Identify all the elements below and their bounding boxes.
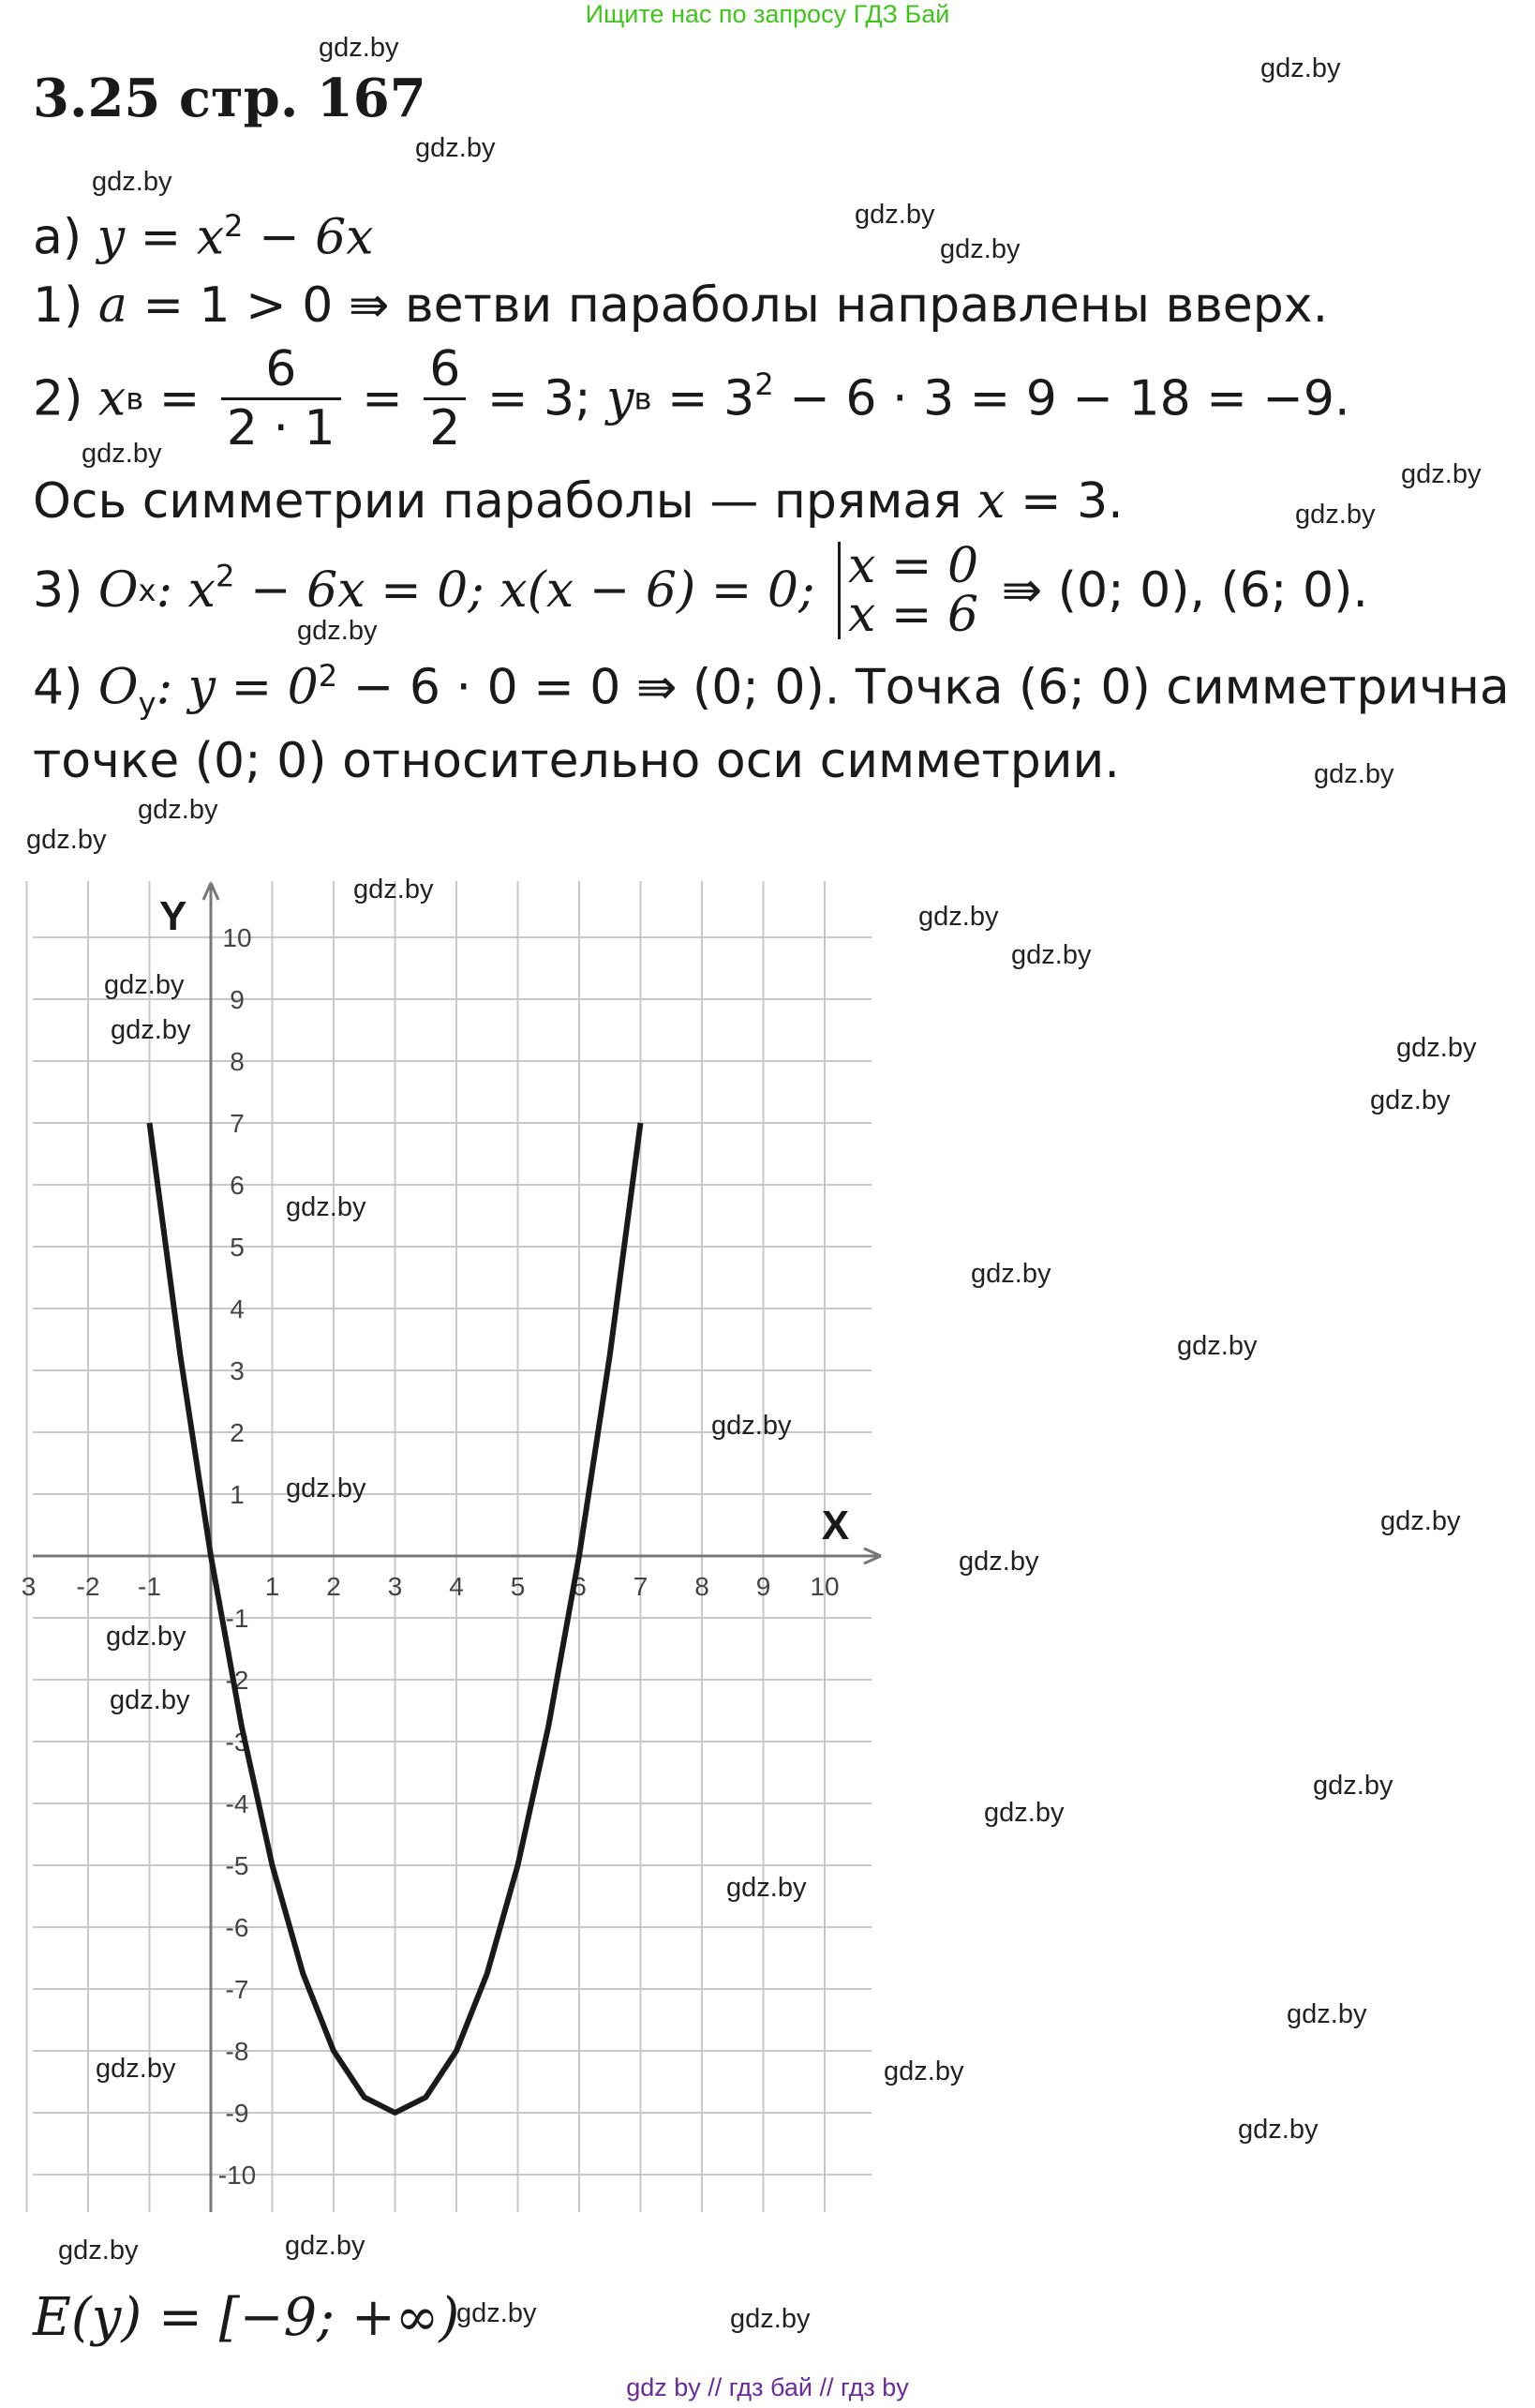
step-4 xyxy=(33,658,1510,722)
y-tick-label: 5 xyxy=(230,1233,245,1262)
x-tick-label: 5 xyxy=(510,1572,526,1601)
y-tick-label: 4 xyxy=(230,1294,245,1324)
vertex-x-sub: в xyxy=(126,381,144,417)
x-axis-label: X xyxy=(821,1503,850,1548)
watermark-text: gdz.by xyxy=(726,1873,807,1903)
y-axis-label: Y xyxy=(159,893,187,939)
watermark-text: gdz.by xyxy=(711,1411,792,1441)
step-4-eq: : y = 0 xyxy=(156,659,319,716)
watermark-text: gdz.by xyxy=(26,825,107,855)
axis-O-sub: x xyxy=(138,573,156,608)
top-banner: Ищите нас по запросу ГДЗ Бай xyxy=(585,0,950,28)
vertex-y-eq: = 3 xyxy=(651,370,755,427)
watermark-text: gdz.by xyxy=(285,2231,365,2261)
step-3-rest: − 6x = 0; x(x − 6) = 0; xyxy=(234,562,815,619)
watermark-text: gdz.by xyxy=(319,33,399,63)
step-1-text: = 1 > 0 ⇛ ветви параболы направлены вверх. xyxy=(127,277,1329,334)
parabola-graph xyxy=(21,881,886,2221)
y-tick-label: 6 xyxy=(230,1171,245,1200)
watermark-text: gdz.by xyxy=(353,875,434,905)
watermark-text: gdz.by xyxy=(110,1685,190,1715)
watermark-text: gdz.by xyxy=(1370,1085,1451,1115)
watermark-text: gdz.by xyxy=(82,439,162,469)
watermark-text: gdz.by xyxy=(111,1015,191,1045)
step-1 xyxy=(33,277,1328,334)
footer: gdz by // гдз бай // гдз by xyxy=(626,2373,909,2401)
axis-O: O xyxy=(97,562,139,619)
equals: = xyxy=(362,370,403,427)
vertex-x-result: = 3; xyxy=(486,370,591,427)
watermark-text: gdz.by xyxy=(1011,940,1092,970)
x-tick-label: 6 xyxy=(572,1572,587,1601)
exponent: 2 xyxy=(754,366,774,403)
exponent: 2 xyxy=(318,658,338,694)
grid xyxy=(27,881,872,2212)
symmetry-text: Ось симметрии параболы — прямая xyxy=(33,473,978,530)
y-tick-label: -1 xyxy=(225,1604,249,1633)
step-4-cont: точке (0; 0) относительно оси симметрии. xyxy=(33,733,1120,789)
range-line xyxy=(33,2287,459,2348)
x-tick-label: -2 xyxy=(76,1572,100,1601)
function-rest: − 6x xyxy=(243,209,374,266)
part-label: а) xyxy=(33,209,82,266)
y-tick-label: -8 xyxy=(225,2037,249,2066)
watermark-text: gdz.by xyxy=(106,1622,186,1652)
watermark-text: gdz.by xyxy=(730,2304,811,2334)
watermark-text: gdz.by xyxy=(884,2057,964,2086)
watermark-text: gdz.by xyxy=(96,2054,176,2084)
watermark-text: gdz.by xyxy=(940,234,1021,264)
step-number: 3) xyxy=(33,562,83,619)
exponent: 2 xyxy=(224,208,244,244)
exercise-title: 3.25 стр. 167 xyxy=(33,67,426,129)
y-tick-label: -4 xyxy=(225,1789,249,1818)
watermark-text: gdz.by xyxy=(297,616,378,646)
function-line xyxy=(33,208,374,265)
y-tick-label: -6 xyxy=(225,1913,249,1942)
y-tick-label: 10 xyxy=(222,923,252,952)
watermark-text: gdz.by xyxy=(1260,53,1341,83)
step-3-eq: : x xyxy=(156,562,216,619)
fraction-2-den: 2 xyxy=(424,397,466,456)
watermark-text: gdz.by xyxy=(286,1192,366,1222)
step-3 xyxy=(33,538,1368,643)
watermark-text: gdz.by xyxy=(1396,1033,1477,1063)
y-tick-label: -9 xyxy=(225,2099,249,2128)
axis-O-sub: y xyxy=(138,685,156,722)
y-tick-label: -7 xyxy=(225,1975,249,2004)
step-number: 2) xyxy=(33,370,83,427)
equals: = xyxy=(143,370,201,427)
y-tick-label: 7 xyxy=(230,1109,245,1138)
watermark-text: gdz.by xyxy=(1314,759,1394,789)
watermark-text: gdz.by xyxy=(1380,1506,1461,1536)
range-rest: (y) = [−9; +∞) xyxy=(70,2287,460,2348)
watermark-text: gdz.by xyxy=(1287,1999,1367,2029)
x-tick-label: 10 xyxy=(810,1572,840,1601)
watermark-text: gdz.by xyxy=(1295,500,1376,530)
step-3-result: ⇛ (0; 0), (6; 0). xyxy=(1001,562,1368,619)
vertex-y-rest: − 6 · 3 = 9 − 18 = −9. xyxy=(773,370,1350,427)
y-tick-label: -2 xyxy=(225,1666,249,1695)
x-tick-label: 8 xyxy=(694,1572,709,1601)
watermark-text: gdz.by xyxy=(415,133,496,163)
x-tick-label: 2 xyxy=(326,1572,341,1601)
watermark-text: gdz.by xyxy=(1401,459,1482,489)
y-tick-label: -3 xyxy=(225,1727,249,1757)
x-tick-label: 3 xyxy=(21,1572,37,1601)
exponent: 2 xyxy=(216,558,235,594)
watermark-text: gdz.by xyxy=(1313,1771,1393,1801)
vertex-x: x xyxy=(97,370,127,427)
y-tick-label: 3 xyxy=(230,1356,245,1385)
watermark-text: gdz.by xyxy=(58,2236,139,2266)
step-4-rest: − 6 · 0 = 0 ⇛ (0; 0). Точка (6; 0) симметрична xyxy=(337,659,1510,716)
watermark-text: gdz.by xyxy=(971,1259,1051,1289)
symmetry-rest: = 3. xyxy=(1005,473,1124,530)
y-tick-label: 1 xyxy=(230,1480,245,1509)
x-tick-label: 3 xyxy=(387,1572,403,1601)
x-tick-label: 4 xyxy=(449,1572,464,1601)
watermark-text: gdz.by xyxy=(456,2298,537,2328)
vertex-y-sub: в xyxy=(633,381,652,417)
x-tick-label: 9 xyxy=(755,1572,771,1601)
y-tick-label: -10 xyxy=(217,2161,257,2190)
x-tick-label: 7 xyxy=(633,1572,648,1601)
step-number: 1) xyxy=(33,277,83,334)
roots-system xyxy=(838,538,979,643)
x-tick-label: -1 xyxy=(138,1572,161,1601)
fraction-2-num: 6 xyxy=(429,341,461,397)
coef-a: a xyxy=(97,277,127,334)
watermark-text: gdz.by xyxy=(959,1547,1039,1577)
fraction-1-den: 2 · 1 xyxy=(221,397,341,456)
function-lhs: y = x xyxy=(97,209,225,266)
watermark-text: gdz.by xyxy=(918,902,999,932)
watermark-text: gdz.by xyxy=(855,200,935,230)
watermark-text: gdz.by xyxy=(92,167,172,197)
fraction-1 xyxy=(221,341,341,456)
watermark-text: gdz.by xyxy=(104,970,185,1000)
y-tick-label: 9 xyxy=(230,985,245,1014)
symmetry-x: x xyxy=(977,473,1006,530)
root-1: x = 0 xyxy=(848,538,979,594)
y-tick-label: -5 xyxy=(225,1851,249,1880)
step-2 xyxy=(33,341,1349,456)
fraction-2 xyxy=(424,341,466,456)
watermark-text: gdz.by xyxy=(138,795,218,825)
watermark-text: gdz.by xyxy=(1177,1331,1258,1361)
step-number: 4) xyxy=(33,659,83,716)
range-E: E xyxy=(33,2287,71,2348)
y-tick-label: 8 xyxy=(230,1047,245,1076)
watermark-text: gdz.by xyxy=(1238,2115,1319,2145)
vertex-y: y xyxy=(606,370,634,427)
y-tick-label: 2 xyxy=(230,1418,245,1447)
symmetry-axis-line xyxy=(33,473,1124,530)
fraction-1-num: 6 xyxy=(265,341,297,397)
axis-O: O xyxy=(97,659,139,716)
watermark-text: gdz.by xyxy=(286,1473,366,1503)
root-2: x = 6 xyxy=(848,587,979,643)
watermark-text: gdz.by xyxy=(984,1798,1065,1828)
x-tick-label: 1 xyxy=(264,1572,280,1601)
